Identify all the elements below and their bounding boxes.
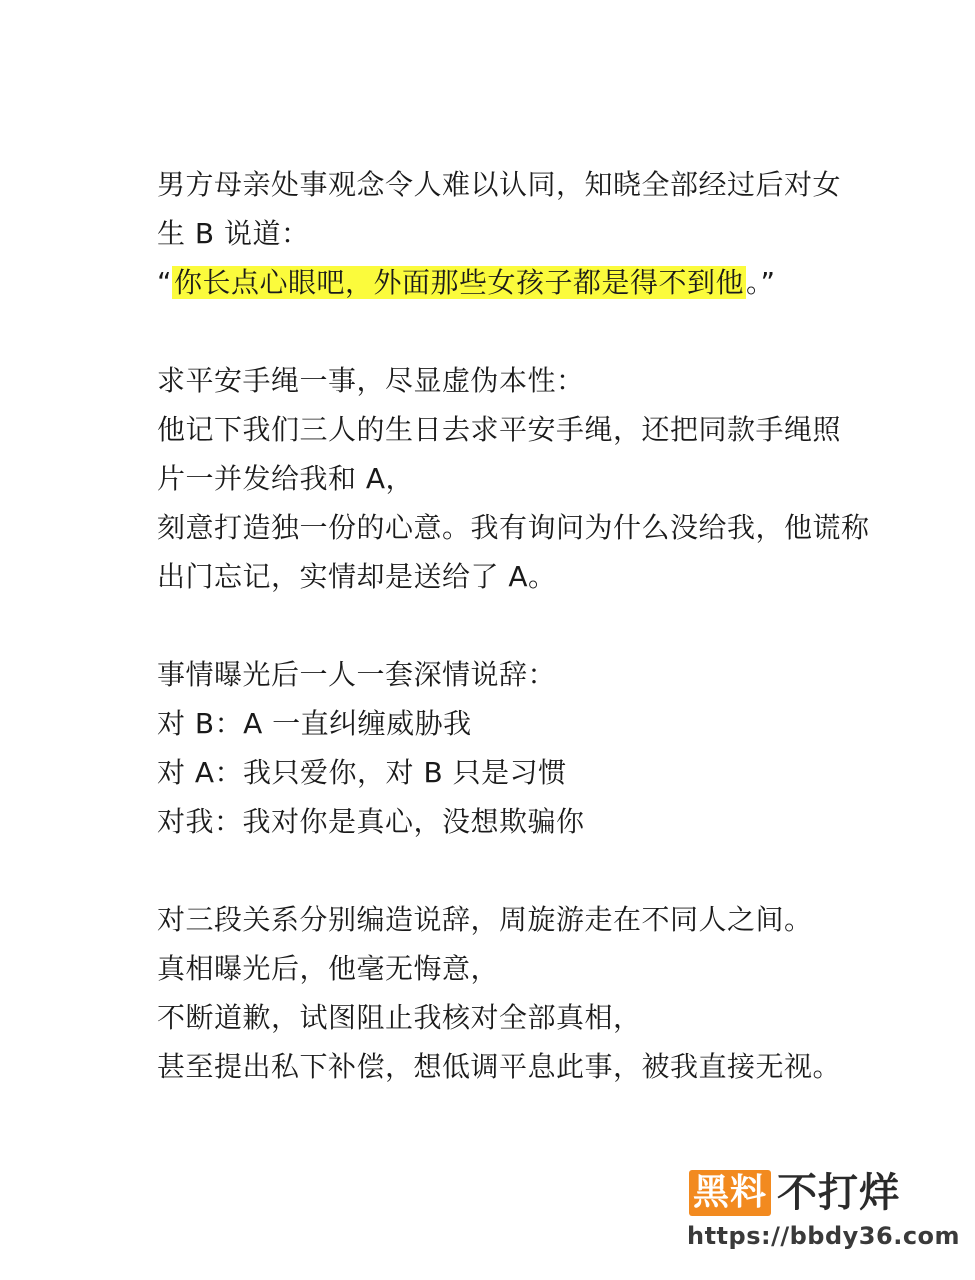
article-body xyxy=(157,160,870,1091)
watermark-url: https://bbdy36.com xyxy=(687,1222,961,1250)
paragraph-3-line-1: 事情曝光后一人一套深情说辞： xyxy=(157,658,557,691)
paragraph-4-line-3: 不断道歉，试图阻止我核对全部真相， xyxy=(157,1001,642,1034)
paragraph-3-line-2: 对 B：A 一直纠缠威胁我 xyxy=(157,707,472,740)
site-watermark xyxy=(687,1170,961,1252)
watermark-logo xyxy=(689,1170,900,1216)
paragraph-2-line-5: 出门忘记，实情却是送给了 A。 xyxy=(157,560,557,593)
watermark-brand-text: 不打烊 xyxy=(777,1170,901,1216)
paragraph-spacer xyxy=(157,307,837,356)
paragraph-3-line-4: 对我：我对你是真心，没想欺骗你 xyxy=(157,805,585,838)
paragraph-1-line-1: 男方母亲处事观念令人难以认同，知晓全部经过后对女 xyxy=(157,168,842,201)
watermark-brand-box: 黑料 xyxy=(689,1170,771,1216)
paragraph-1-line-2: 生 B 说道： xyxy=(157,217,310,250)
paragraph-4-line-4: 甚至提出私下补偿，想低调平息此事，被我直接无视。 xyxy=(157,1050,842,1083)
paragraph-4-line-1: 对三段关系分别编造说辞，周旋游走在不同人之间。 xyxy=(157,903,813,936)
highlighted-quote: 你长点心眼吧，外面那些女孩子都是得不到他 xyxy=(174,266,745,299)
quote-line xyxy=(157,258,837,307)
quote-open-mark: “ xyxy=(157,266,173,299)
paragraph-2-line-3: 片一并发给我和 A， xyxy=(157,462,415,495)
paragraph-2-line-1: 求平安手绳一事，尽显虚伪本性： xyxy=(157,364,585,397)
paragraph-spacer xyxy=(157,846,837,895)
paragraph-4-line-2: 真相曝光后，他毫无悔意， xyxy=(157,952,500,985)
paragraph-2-line-4: 刻意打造独一份的心意。我有询问为什么没给我，他谎称 xyxy=(157,511,870,544)
quote-close-mark: 。” xyxy=(746,266,776,299)
paragraph-spacer xyxy=(157,601,837,650)
paragraph-3-line-3: 对 A：我只爱你，对 B 只是习惯 xyxy=(157,756,567,789)
paragraph-2-line-2: 他记下我们三人的生日去求平安手绳，还把同款手绳照 xyxy=(157,413,842,446)
